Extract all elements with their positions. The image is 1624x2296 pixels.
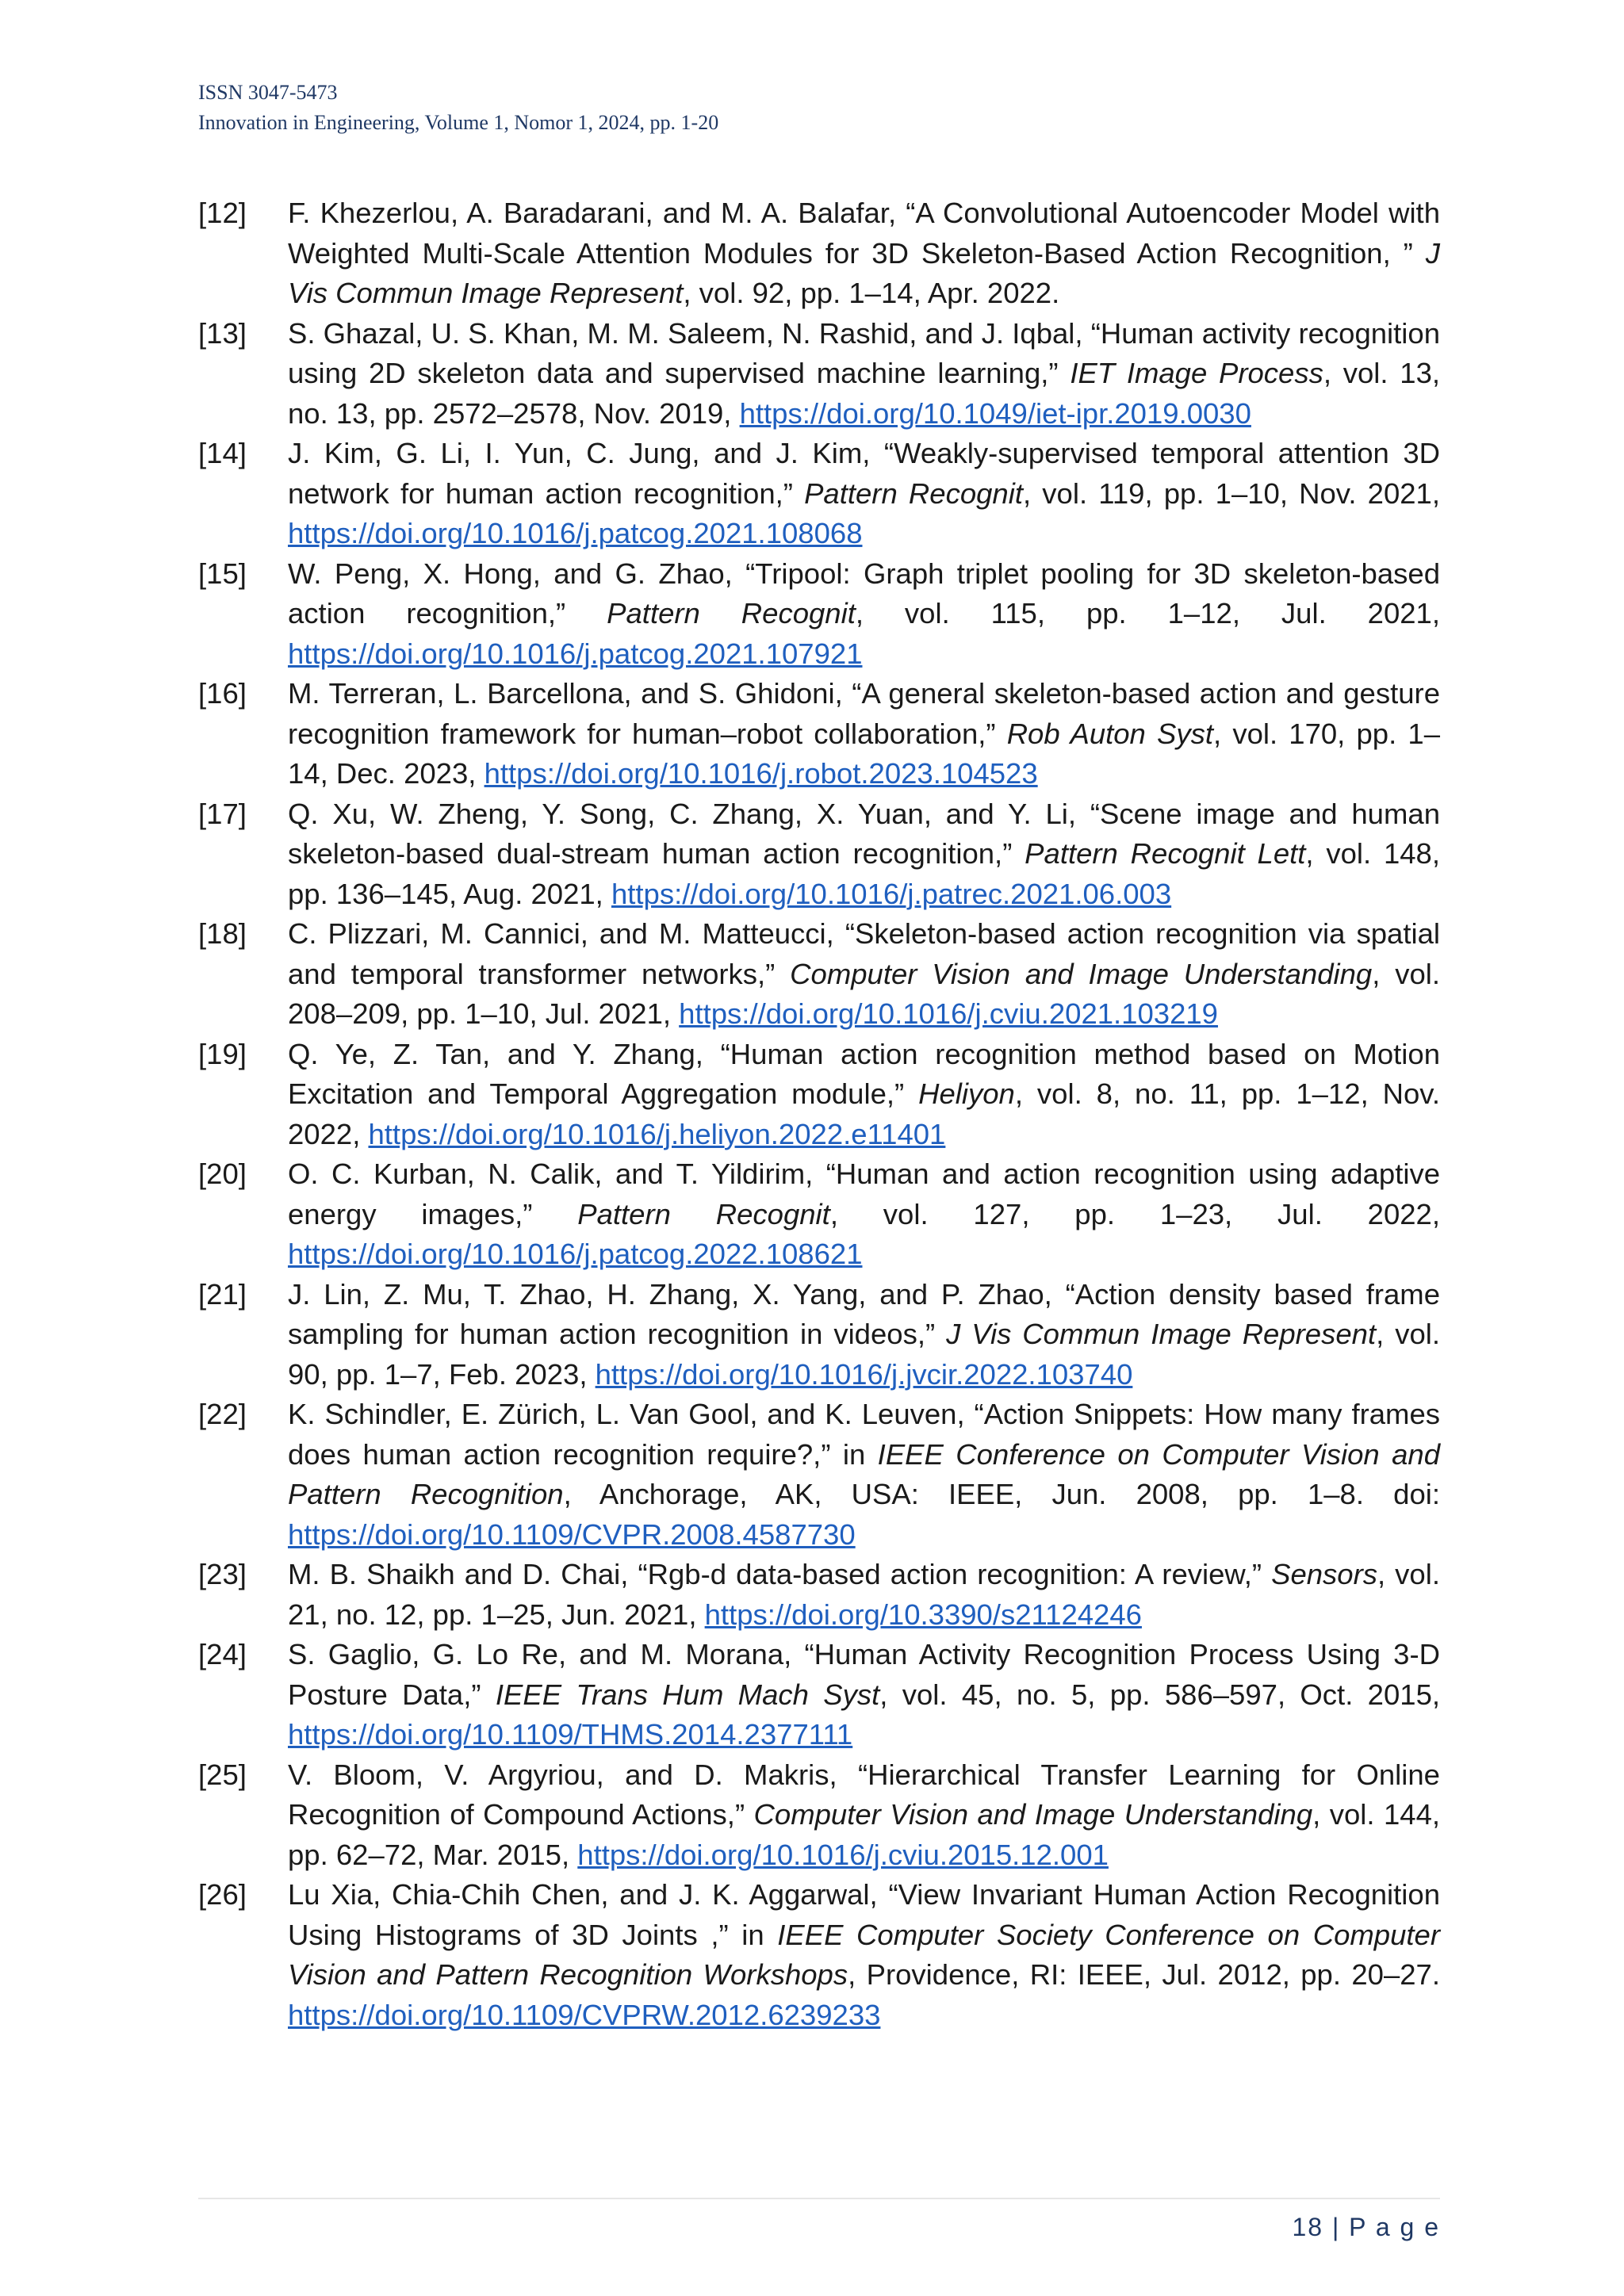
reference-text	[288, 1035, 1440, 1155]
reference-venue: J Vis Commun Image Represent	[946, 1318, 1377, 1350]
reference-venue: Computer Vision and Image Understanding	[790, 957, 1373, 990]
reference-doi-link[interactable]: https://doi.org/10.1109/THMS.2014.2377111	[288, 1718, 853, 1751]
reference-doi-link[interactable]: https://doi.org/10.1016/j.cviu.2015.12.001	[577, 1838, 1109, 1871]
issn-line: ISSN 3047-5473	[198, 81, 338, 104]
reference-authors-title: F. Khezerlou, A. Baradarani, and M. A. Balafar, “A Convolutional Autoencoder Model with Weighted Multi-Scale Attention Modules for 3D Skeleton-Based Action Recognition, ”	[288, 197, 1440, 270]
reference-item	[198, 914, 1440, 1035]
reference-authors-title: C. Plizzari, M. Cannici, and M. Matteucci, “Skeleton-based action recognition via spatial and temporal transformer networks,”	[288, 917, 1440, 990]
reference-text	[288, 794, 1440, 915]
reference-text	[288, 314, 1440, 434]
reference-text	[288, 1875, 1440, 2035]
reference-authors-title: M. B. Shaikh and D. Chai, “Rgb-d data-based action recognition: A review,”	[288, 1558, 1272, 1590]
reference-details: , vol. 92, pp. 1–14, Apr. 2022.	[683, 277, 1060, 309]
reference-number: [22]	[198, 1398, 247, 1430]
reference-doi-link[interactable]: https://doi.org/10.1016/j.patrec.2021.06.003	[611, 877, 1172, 910]
reference-venue: J Vis Commun Image Represent	[288, 236, 1440, 309]
reference-details: , vol. 144, pp. 62–72, Mar. 2015,	[288, 1798, 1441, 1871]
reference-text	[288, 1395, 1440, 1555]
reference-doi-link[interactable]: https://doi.org/10.1109/CVPRW.2012.6239233	[288, 1998, 881, 2031]
reference-number: [24]	[198, 1638, 247, 1670]
reference-doi-link[interactable]: https://doi.org/10.1016/j.patcog.2022.108621	[288, 1238, 863, 1270]
reference-venue: Rob Auton Syst	[1006, 717, 1214, 750]
page-label: P a g e	[1349, 2213, 1440, 2241]
reference-authors-title: S. Ghazal, U. S. Khan, M. M. Saleem, N. Rashid, and J. Iqbal, “Human activity recognition using 2D skeleton data and supervised machine learning,”	[288, 316, 1440, 389]
reference-number: [21]	[198, 1277, 247, 1311]
reference-venue: IEEE Computer Society Conference on Computer Vision and Pattern Recognition Workshops	[288, 1918, 1440, 1991]
page-separator: |	[1331, 2213, 1341, 2241]
reference-doi-link[interactable]: https://doi.org/10.1016/j.cviu.2021.103219	[679, 997, 1218, 1030]
reference-item	[198, 1154, 1440, 1275]
reference-authors-title: S. Gaglio, G. Lo Re, and M. Morana, “Human Activity Recognition Process Using 3-D Posture Data,”	[288, 1638, 1440, 1711]
reference-number: [12]	[198, 197, 247, 229]
reference-authors-title: Lu Xia, Chia-Chih Chen, and J. K. Aggarwal, “View Invariant Human Action Recognition Using Histograms of 3D Joints ,” in	[288, 1878, 1440, 1951]
reference-item	[198, 314, 1440, 434]
reference-venue: IEEE Trans Hum Mach Syst	[495, 1678, 880, 1711]
reference-number: [17]	[198, 797, 247, 830]
reference-number: [20]	[198, 1158, 247, 1190]
reference-authors-title: O. C. Kurban, N. Calik, and T. Yildirim, “Human and action recognition using adaptive energy images,”	[288, 1158, 1440, 1230]
reference-item	[198, 674, 1440, 794]
reference-details: , vol. 170, pp. 1–14, Dec. 2023,	[288, 717, 1440, 790]
reference-text	[288, 1154, 1440, 1275]
reference-number: [16]	[198, 677, 247, 710]
reference-authors-title: J. Lin, Z. Mu, T. Zhao, H. Zhang, X. Yang, and P. Zhao, “Action density based frame sampling for human action recognition in videos,”	[288, 1277, 1440, 1350]
reference-item	[198, 193, 1440, 314]
reference-details: , vol. 115, pp. 1–12, Jul. 2021,	[855, 597, 1440, 629]
reference-details: , Anchorage, AK, USA: IEEE, Jun. 2008, pp. 1–8. doi:	[563, 1478, 1440, 1510]
reference-item	[198, 554, 1440, 675]
reference-doi-link[interactable]: https://doi.org/10.1016/j.patcog.2021.108068	[288, 517, 863, 549]
reference-doi-link[interactable]: https://doi.org/10.1049/iet-ipr.2019.0030	[739, 396, 1251, 430]
reference-doi-link[interactable]: https://doi.org/10.1016/j.patcog.2021.107921	[288, 637, 863, 670]
reference-details: , vol. 90, pp. 1–7, Feb. 2023,	[288, 1318, 1440, 1391]
reference-item	[198, 434, 1440, 554]
reference-doi-link[interactable]: https://doi.org/10.1016/j.robot.2023.104523	[484, 757, 1038, 790]
reference-venue: Pattern Recognit Lett	[1025, 837, 1306, 870]
reference-venue: Pattern Recognit	[577, 1197, 830, 1230]
reference-doi-link[interactable]: https://doi.org/10.1016/j.heliyon.2022.e11401	[368, 1117, 946, 1150]
reference-doi-link[interactable]: https://doi.org/10.1016/j.jvcir.2022.103740	[595, 1357, 1133, 1391]
reference-list	[198, 193, 1440, 2035]
reference-text	[288, 193, 1440, 314]
reference-item	[198, 1275, 1440, 1395]
reference-text	[288, 434, 1440, 554]
reference-number: [19]	[198, 1037, 247, 1070]
reference-text	[288, 674, 1440, 794]
reference-number: [26]	[198, 1878, 247, 1911]
reference-venue: Pattern Recognit	[607, 597, 856, 629]
reference-authors-title: M. Terreran, L. Barcellona, and S. Ghidoni, “A general skeleton-based action and gesture recognition framework for human–robot collaboration,”	[288, 677, 1440, 750]
reference-authors-title: Q. Xu, W. Zheng, Y. Song, C. Zhang, X. Yuan, and Y. Li, “Scene image and human skeleton-based dual-stream human action recognition,”	[288, 797, 1440, 870]
reference-details: , vol. 13, no. 13, pp. 2572–2578, Nov. 2019,	[288, 357, 1441, 430]
reference-text	[288, 1555, 1440, 1635]
running-header	[198, 78, 718, 138]
page-number: 18	[1292, 2213, 1324, 2241]
page-footer	[1292, 2210, 1440, 2244]
reference-item	[198, 1755, 1440, 1876]
reference-item	[198, 794, 1440, 915]
reference-details: , vol. 45, no. 5, pp. 586–597, Oct. 2015,	[879, 1678, 1441, 1711]
reference-venue: IET Image Process	[1070, 357, 1323, 389]
reference-text	[288, 1275, 1440, 1395]
reference-number: [23]	[198, 1558, 247, 1590]
reference-venue: Computer Vision and Image Understanding	[753, 1798, 1313, 1831]
reference-number: [13]	[198, 316, 247, 350]
reference-details: , vol. 21, no. 12, pp. 1–25, Jun. 2021,	[288, 1558, 1440, 1631]
reference-authors-title: K. Schindler, E. Zürich, L. Van Gool, and K. Leuven, “Action Snippets: How many frames does human action recognition require?,” in	[288, 1398, 1440, 1471]
reference-details: , vol. 119, pp. 1–10, Nov. 2021,	[1022, 476, 1440, 510]
reference-item	[198, 1875, 1440, 2035]
reference-number: [25]	[198, 1758, 247, 1791]
reference-venue: Heliyon	[918, 1077, 1015, 1110]
reference-item	[198, 1635, 1440, 1755]
reference-number: [15]	[198, 557, 247, 590]
reference-venue: Sensors	[1271, 1558, 1377, 1590]
reference-text	[288, 554, 1440, 675]
reference-details: , vol. 208–209, pp. 1–10, Jul. 2021,	[288, 957, 1440, 1030]
reference-item	[198, 1395, 1440, 1555]
journal-line: Innovation in Engineering, Volume 1, Nomor 1, 2024, pp. 1-20	[198, 111, 719, 134]
reference-details: , vol. 127, pp. 1–23, Jul. 2022,	[829, 1197, 1441, 1230]
reference-authors-title: V. Bloom, V. Argyriou, and D. Makris, “Hierarchical Transfer Learning for Online Recognition of Compound Actions,”	[288, 1758, 1440, 1831]
reference-authors-title: Q. Ye, Z. Tan, and Y. Zhang, “Human action recognition method based on Motion Excitation and Temporal Aggregation module,”	[288, 1037, 1440, 1110]
reference-venue: Pattern Recognit	[804, 476, 1023, 510]
reference-item	[198, 1035, 1440, 1155]
reference-text	[288, 1755, 1440, 1876]
footer-divider	[198, 2198, 1440, 2199]
reference-item	[198, 1555, 1440, 1635]
reference-number: [18]	[198, 917, 247, 950]
reference-doi-link[interactable]: https://doi.org/10.3390/s21124246	[704, 1598, 1142, 1631]
reference-text	[288, 914, 1440, 1035]
reference-venue: IEEE Conference on Computer Vision and Pattern Recognition	[288, 1437, 1440, 1510]
reference-details: , Providence, RI: IEEE, Jul. 2012, pp. 20–27.	[848, 1958, 1441, 1991]
reference-authors-title: W. Peng, X. Hong, and G. Zhao, “Tripool: Graph triplet pooling for 3D skeleton-based action recognition,”	[288, 557, 1440, 629]
reference-text	[288, 1635, 1440, 1755]
reference-details: , vol. 148, pp. 136–145, Aug. 2021,	[288, 837, 1441, 910]
reference-doi-link[interactable]: https://doi.org/10.1109/CVPR.2008.4587730	[288, 1517, 856, 1551]
reference-authors-title: J. Kim, G. Li, I. Yun, C. Jung, and J. Kim, “Weakly-supervised temporal attention 3D network for human action recognition,”	[288, 437, 1440, 510]
reference-details: , vol. 8, no. 11, pp. 1–12, Nov. 2022,	[288, 1077, 1440, 1150]
reference-number: [14]	[198, 437, 247, 469]
